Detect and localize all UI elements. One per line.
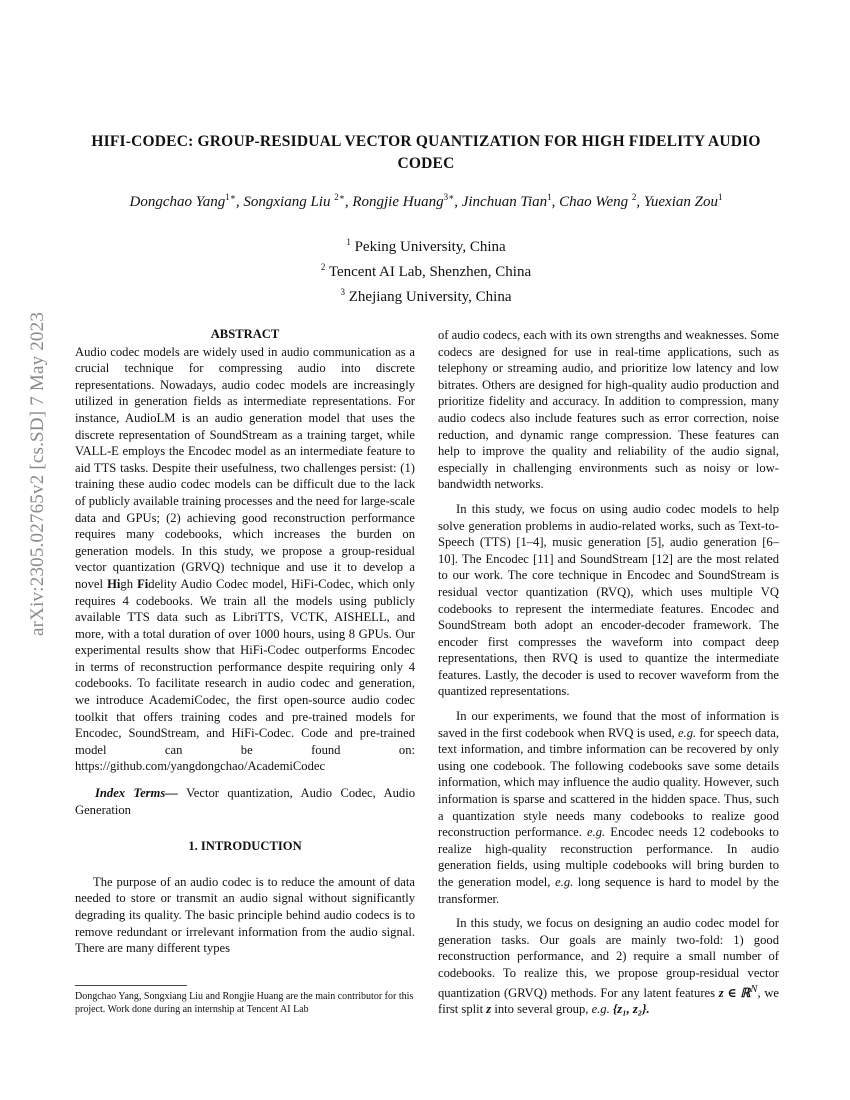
math-z-set: {z₁, z₂}. <box>612 1002 650 1017</box>
author: Songxiang Liu <box>243 194 331 210</box>
index-terms <box>75 785 415 818</box>
affiliation <box>70 232 782 257</box>
author-sup: 2 <box>631 192 637 202</box>
affiliation-sup: 1 <box>346 237 351 247</box>
affiliation-name: Peking University, China <box>354 239 506 255</box>
author: Jinchuan Tian <box>461 194 548 210</box>
affiliation-sup: 2 <box>320 262 326 272</box>
math-inline <box>718 983 758 1000</box>
abstract-heading: ABSTRACT <box>210 327 280 341</box>
text-run: In our experiments, we found that the most of information is saved in the first codebook when RVQ is used, <box>438 709 779 740</box>
abstract-body <box>75 344 415 775</box>
abstract-text: gh <box>120 576 138 591</box>
eg-abbrev: e.g. <box>555 875 574 889</box>
text-run: Encodec needs 12 codebooks to realize high-quality reconstruction performance. In audio generation fields, using multiple codebooks will bring burden to the generation model, <box>438 825 779 889</box>
author-sup: 1∗ <box>225 192 236 202</box>
paragraph: of audio codecs, each with its own strengths and weaknesses. Some codecs are designed for use in real-time applications, such as telephony or streaming audio, and prioritize low latency and low bitrates. Others are designed for high-quality audio production and prioritize fidelity and accuracy. In addition to compression, many audio codecs also include features such as error correction, noise reduction, and dynamic range compression. These features can help to improve the quality and reliability of the audio signal, especially in challenging environments such as noisy or low-bandwidth networks. <box>438 328 779 492</box>
eg-abbrev: e.g. <box>591 1002 610 1017</box>
abstract-bold-hi: Hi <box>107 576 121 591</box>
math-sup: N <box>750 983 758 995</box>
affiliation <box>70 282 782 307</box>
text-run: into several group, <box>491 1002 592 1017</box>
index-terms-text: Vector quantization, Audio Codec, Audio Generation <box>75 786 415 817</box>
abstract-text: Audio codec models are widely used in audio communication as a crucial technique for compressing audio into discrete representations. Nowadays, audio codec models are increasingly utilized in generation fields as intermediate representations. For instance, AudioLM is an audio generation model that uses the discrete representation of SoundStream as a training target, while VALL-E employs the Encodec model as an intermediate feature to aid TTS tasks. Despite their usefulness, two challenges persist: (1) training these audio codec models can be difficult due to the lack of publicly available training processes and the need for large-scale data and GPUs; (2) achieving good reconstruction performance requires many codebooks, which increases the burden on generation models. In this study, we propose a group-residual vector quantization (GRVQ) technique and use it to develop a novel <box>75 344 415 591</box>
section-heading-introduction: 1. INTRODUCTION <box>188 839 302 854</box>
eg-abbrev: e.g. <box>677 725 697 740</box>
affiliation <box>70 257 782 282</box>
right-column <box>438 327 779 1018</box>
eg-abbrev: e.g. <box>587 825 606 840</box>
math-z: z <box>486 1002 492 1017</box>
abstract-bold-fi: Fi <box>137 576 149 591</box>
intro-paragraph: The purpose of an audio codec is to reduce the amount of data needed to store or transmit an audio signal without significantly degrading its quality. The basic principle behind audio codecs is to remove redundant or irrelevant information from the audio signal. There are many different types <box>75 874 415 956</box>
left-column <box>75 326 415 957</box>
math-z-in-R: z ∈ ℝ <box>718 985 751 1000</box>
author-sup: 1 <box>547 192 552 202</box>
footnote-rule <box>75 985 187 986</box>
author-sup: 1 <box>717 192 723 202</box>
affiliation-name: Zhejiang University, China <box>348 289 512 305</box>
text-run: In this study, we focus on designing an audio codec model for generation tasks. Our goals are mainly two-fold: 1) good reconstruction performance, and 2) require a small number of codebooks. To realize this, we propose group-residual vector quantization (GRVQ) methods. For any latent features <box>438 916 779 1000</box>
author: Dongchao Yang <box>129 194 226 210</box>
author: Chao Weng <box>559 194 629 210</box>
affiliation-sup: 3 <box>340 287 345 297</box>
text-run: long sequence is hard to model by the transformer. <box>438 875 779 906</box>
text-run: , we first split <box>438 985 780 1017</box>
author-sup: 3∗ <box>443 192 455 202</box>
math-inline <box>613 1002 650 1016</box>
text-run: for speech data, text information, and timbre information can be recovered by only using one codebook. The following codebooks save some details information, which may influence the audio quality. However, such information is sparse and scattered in the hidden space. Thus, such a quantization style needs many codebooks to realize good reconstruction performance. <box>438 725 779 840</box>
paper-title: HIFI-CODEC: GROUP-RESIDUAL VECTOR QUANTIZATION FOR HIGH FIDELITY AUDIO CODEC <box>91 133 761 172</box>
abstract-text: delity Audio Codec model, HiFi-Codec, which only requires 4 codebooks. We train all the models using publicly available TTS data such as LibriTTS, VCTK, AISHELL, and more, with a total duration of over 1000 hours, using 8 GPUs. Our experimental results show that HiFi-Codec outperforms Encodec in terms of reconstruction performance despite requiring only 4 codebooks. To facilitate research in audio codec and generation, we introduce AcademiCodec, the first open-source audio codec toolkit that offers training codes and pre-trained models for Encodec, SoundStream, and HiFi-Codec. Code and pre-trained model can be found on: https://github.com/yangdongchao/AcademiCodec <box>75 576 415 774</box>
author: Rongjie Huang <box>352 194 444 210</box>
affiliation-name: Tencent AI Lab, Shenzhen, China <box>328 264 532 280</box>
affiliation-list <box>70 232 782 307</box>
index-terms-label: Index Terms— <box>95 786 178 801</box>
author-sup: 2∗ <box>334 192 345 202</box>
arxiv-identifier: arXiv:2305.02765v2 [cs.SD] 7 May 2023 <box>27 311 48 636</box>
author: Yuexian Zou <box>643 194 718 210</box>
paragraph: In this study, we focus on using audio codec models to help solve generation problems in audio-related works, such as Text-to-Speech (TTS) [1–4], music generation [5], audio generation [6–10]. The Encodec [11] and SoundStream [12] are the most related to our work. The core technique in Encodec and SoundStream is residual vector quantization (RVQ), which uses multiple VQ codebooks to represent the intermediate features. Encodec and SoundStream both adopt an encoder-decoder framework. The encoder first compresses the waveform into compact deep representations, then RVQ is used to quantize the intermediate features. Lastly, the decoder is used to recover waveform from the quantized representations. <box>438 501 779 699</box>
paragraph <box>438 708 779 907</box>
paragraph <box>438 915 779 1018</box>
author-list: Dongchao Yang$^{1∗}$, Songxiang Liu $^{2∗}$, Rongjie Huang$^{3∗}$, Jinchuan Tian$^1$, Chao Weng $^2$, Yuexian Zou$^1$ <box>129 192 723 210</box>
footnote: Dongchao Yang, Songxiang Liu and Rongjie Huang are the main contributor for this project. Work done during an internship at Tencent AI Lab <box>75 991 414 1015</box>
